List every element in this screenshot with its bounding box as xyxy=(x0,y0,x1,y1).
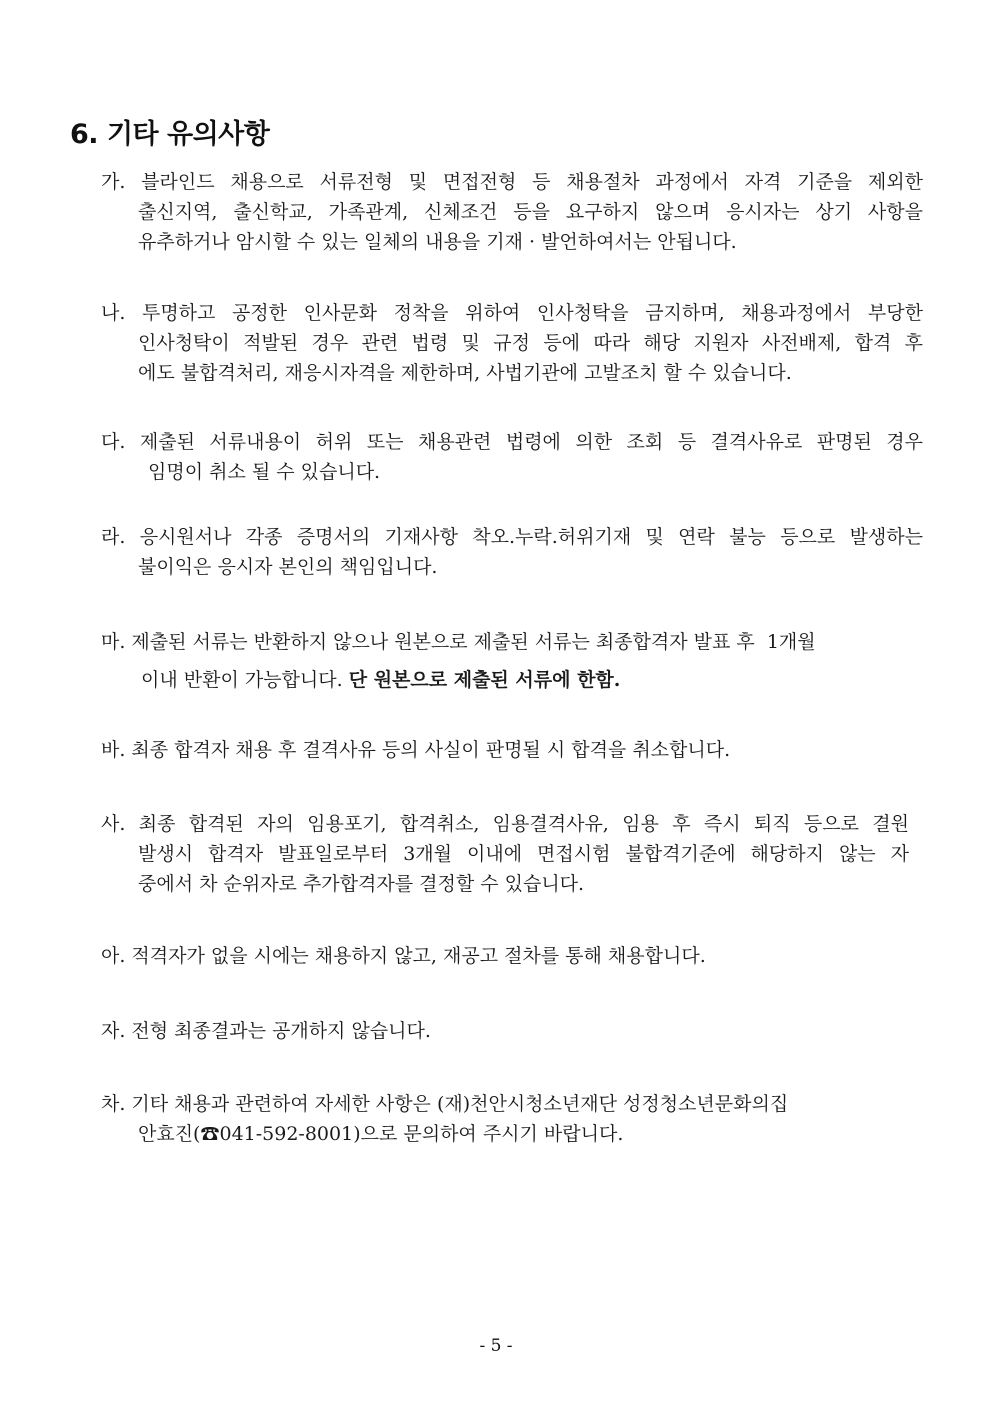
notice-line: 가. 블라인드 채용으로 서류전형 및 면접전형 등 채용절차 과정에서 자격 기준을 제외한 xyxy=(101,171,923,193)
notice-line: 아. 적격자가 없을 시에는 채용하지 않고, 재공고 절차를 통해 채용합니다. xyxy=(101,945,706,967)
notice-item-ja xyxy=(101,1016,923,1046)
notice-text: 이내 반환이 가능합니다. xyxy=(141,669,343,691)
notice-line xyxy=(101,665,923,695)
notice-line: 불이익은 응시자 본인의 책임입니다. xyxy=(138,556,438,578)
notice-line: 마. 제출된 서류는 반환하지 않으나 원본으로 제출된 서류는 최종합격자 발표 후 1개월 xyxy=(101,631,816,653)
section-heading: 6. 기타 유의사항 xyxy=(70,119,270,150)
notice-emphasis: 단 원본으로 제출된 서류에 한함. xyxy=(348,669,621,691)
notice-line: 발생시 합격자 발표일로부터 3개월 이내에 면접시험 불합격기준에 해당하지 않는 자 xyxy=(138,843,909,865)
notice-item-na xyxy=(101,298,923,388)
page-number: - 5 - xyxy=(479,1336,513,1356)
notice-line: 중에서 차 순위자로 추가합격자를 결정할 수 있습니다. xyxy=(138,873,585,895)
notice-item-a xyxy=(101,941,923,971)
notice-line: 자. 전형 최종결과는 공개하지 않습니다. xyxy=(101,1020,431,1042)
notice-line: 출신지역, 출신학교, 가족관계, 신체조건 등을 요구하지 않으며 응시자는 상기 사항을 xyxy=(138,201,923,223)
notice-line: 사. 최종 합격된 자의 임용포기, 합격취소, 임용결격사유, 임용 후 즉시 퇴직 등으로 결원 xyxy=(101,813,909,835)
notice-line: 바. 최종 합격자 채용 후 결격사유 등의 사실이 판명될 시 합격을 취소합니다. xyxy=(101,739,731,761)
notice-line: 나. 투명하고 공정한 인사문화 정착을 위하여 인사청탁을 금지하며, 채용과정에서 부당한 xyxy=(101,302,923,324)
notice-item-ba xyxy=(101,735,923,765)
notice-item-da xyxy=(101,427,923,487)
notice-line: 라. 응시원서나 각종 증명서의 기재사항 착오.누락.허위기재 및 연락 불능 등으로 발생하는 xyxy=(101,526,923,548)
notice-item-ga xyxy=(101,167,923,257)
notice-line: 유추하거나 암시할 수 있는 일체의 내용을 기재 · 발언하여서는 안됩니다. xyxy=(138,231,737,253)
notice-line: 차. 기타 채용과 관련하여 자세한 사항은 (재)천안시청소년재단 성정청소년문화의집 xyxy=(101,1093,789,1115)
notice-line: 안효진(☎041-592-8001)으로 문의하여 주시기 바랍니다. xyxy=(138,1123,624,1145)
notice-line: 인사청탁이 적발된 경우 관련 법령 및 규정 등에 따라 해당 지원자 사전배제, 합격 후 xyxy=(138,332,923,354)
notice-line: 임명이 취소 될 수 있습니다. xyxy=(148,461,381,483)
notice-item-sa xyxy=(101,809,923,899)
notice-line: 다. 제출된 서류내용이 허위 또는 채용관련 법령에 의한 조회 등 결격사유로 판명된 경우 xyxy=(101,431,923,453)
notice-item-cha xyxy=(101,1089,923,1149)
notice-item-ra xyxy=(101,522,923,582)
notice-line: 에도 불합격처리, 재응시자격을 제한하며, 사법기관에 고발조치 할 수 있습니다. xyxy=(138,362,792,384)
notice-item-ma xyxy=(101,627,923,695)
